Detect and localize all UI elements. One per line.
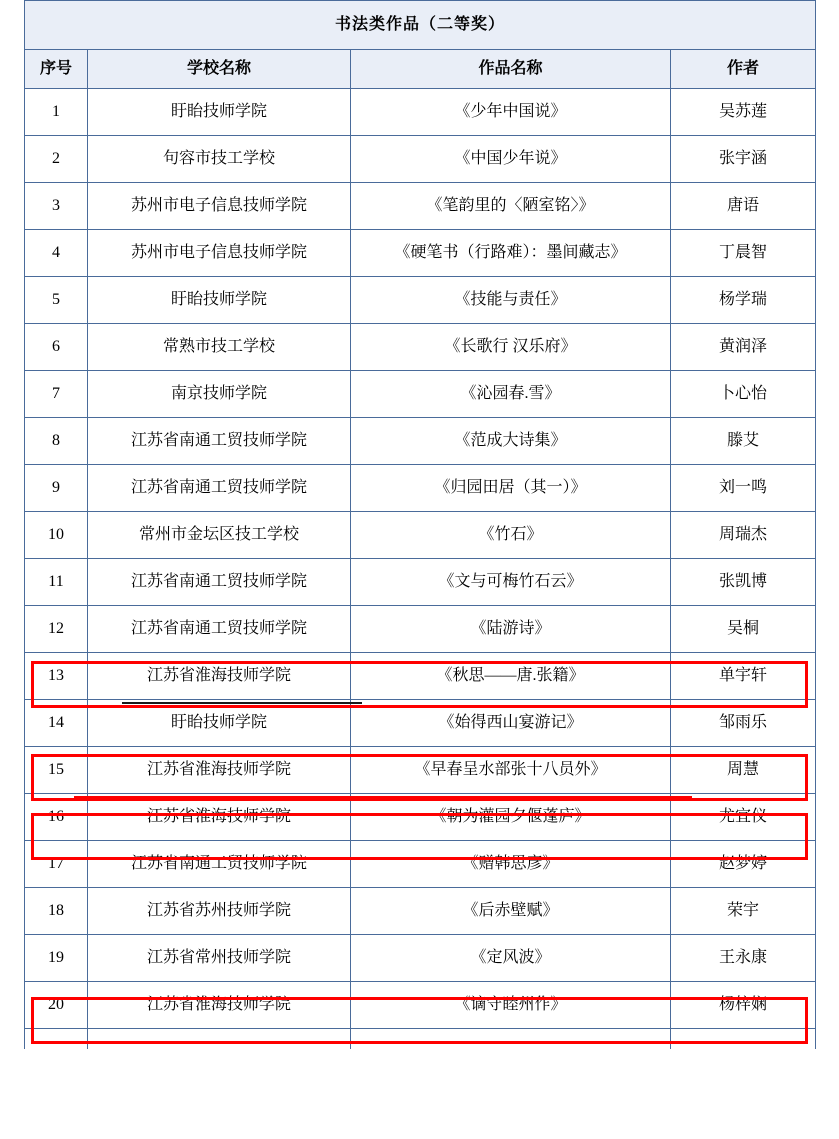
table-header-row [25, 50, 816, 89]
cell-school: 江苏省南通工贸技师学院 [88, 418, 351, 465]
cell-school: 苏州市电子信息技师学院 [88, 230, 351, 277]
cell-no: 6 [25, 324, 88, 371]
cell-work: 《竹石》 [351, 512, 671, 559]
cell-no: 10 [25, 512, 88, 559]
cell-author [671, 1029, 816, 1050]
table-row [25, 230, 816, 277]
table-row-highlighted [25, 794, 816, 841]
cell-work: 《中国少年说》 [351, 136, 671, 183]
cell-no [25, 1029, 88, 1050]
table-title-row [25, 1, 816, 50]
table-row [25, 136, 816, 183]
cell-work: 《归园田居（其一）》 [351, 465, 671, 512]
cell-work: 《秋思——唐.张籍》 [351, 653, 671, 700]
table-row [25, 512, 816, 559]
cell-work: 《沁园春.雪》 [351, 371, 671, 418]
cell-school: 江苏省淮海技师学院 [88, 794, 351, 841]
table-row [25, 559, 816, 606]
cell-author: 单宇轩 [671, 653, 816, 700]
cell-author: 杨梓娴 [671, 982, 816, 1029]
cell-no: 4 [25, 230, 88, 277]
cell-work: 《后赤壁赋》 [351, 888, 671, 935]
table-row-highlighted [25, 653, 816, 700]
table-row [25, 324, 816, 371]
cell-author: 吴苏莲 [671, 89, 816, 136]
award-table [24, 0, 816, 1049]
table-row [25, 277, 816, 324]
table-title: 书法类作品（二等奖） [25, 1, 816, 50]
table-row-partial [25, 1029, 816, 1050]
cell-work: 《赠韩思彦》 [351, 841, 671, 888]
cell-author: 荣宇 [671, 888, 816, 935]
cell-school: 南京技师学院 [88, 371, 351, 418]
cell-author: 滕艾 [671, 418, 816, 465]
cell-work: 《笔韵里的〈陋室铭〉》 [351, 183, 671, 230]
cell-author: 丁晨智 [671, 230, 816, 277]
cell-author: 赵梦婷 [671, 841, 816, 888]
cell-school: 常州市金坛区技工学校 [88, 512, 351, 559]
column-header-no: 序号 [25, 50, 88, 89]
cell-author: 刘一鸣 [671, 465, 816, 512]
cell-work: 《始得西山宴游记》 [351, 700, 671, 747]
cell-no: 15 [25, 747, 88, 794]
cell-school: 句容市技工学校 [88, 136, 351, 183]
annotation-underline-row-13 [122, 702, 362, 704]
cell-work [351, 1029, 671, 1050]
cell-school: 江苏省常州技师学院 [88, 935, 351, 982]
cell-school: 苏州市电子信息技师学院 [88, 183, 351, 230]
cell-author: 周慧 [671, 747, 816, 794]
cell-work: 《技能与责任》 [351, 277, 671, 324]
cell-work: 《谪守睦州作》 [351, 982, 671, 1029]
table-row [25, 183, 816, 230]
cell-author: 王永康 [671, 935, 816, 982]
table-row [25, 465, 816, 512]
cell-no: 17 [25, 841, 88, 888]
cell-no: 2 [25, 136, 88, 183]
cell-author: 杨学瑞 [671, 277, 816, 324]
cell-work: 《早春呈水部张十八员外》 [351, 747, 671, 794]
cell-school: 江苏省南通工贸技师学院 [88, 606, 351, 653]
cell-no: 5 [25, 277, 88, 324]
table-row [25, 89, 816, 136]
cell-school: 江苏省淮海技师学院 [88, 653, 351, 700]
cell-school: 江苏省南通工贸技师学院 [88, 841, 351, 888]
cell-author: 黄润泽 [671, 324, 816, 371]
table-row [25, 700, 816, 747]
cell-author: 周瑞杰 [671, 512, 816, 559]
column-header-author: 作者 [671, 50, 816, 89]
cell-author: 卜心怡 [671, 371, 816, 418]
column-header-school: 学校名称 [88, 50, 351, 89]
cell-author: 尤宜仪 [671, 794, 816, 841]
table-row [25, 935, 816, 982]
cell-school: 江苏省苏州技师学院 [88, 888, 351, 935]
cell-no: 18 [25, 888, 88, 935]
cell-work: 《朝为灌园夕偃蓬庐》 [351, 794, 671, 841]
cell-school: 常熟市技工学校 [88, 324, 351, 371]
column-header-work: 作品名称 [351, 50, 671, 89]
cell-school: 盱眙技师学院 [88, 700, 351, 747]
annotation-underline-row-15 [74, 796, 692, 798]
cell-no: 14 [25, 700, 88, 747]
cell-no: 12 [25, 606, 88, 653]
table-row [25, 841, 816, 888]
cell-work: 《少年中国说》 [351, 89, 671, 136]
cell-no: 9 [25, 465, 88, 512]
cell-work: 《陆游诗》 [351, 606, 671, 653]
cell-school: 盱眙技师学院 [88, 277, 351, 324]
cell-author: 唐语 [671, 183, 816, 230]
cell-author: 吴桐 [671, 606, 816, 653]
cell-work: 《定风波》 [351, 935, 671, 982]
cell-no: 16 [25, 794, 88, 841]
cell-school: 盱眙技师学院 [88, 89, 351, 136]
cell-no: 7 [25, 371, 88, 418]
cell-no: 19 [25, 935, 88, 982]
table-row [25, 606, 816, 653]
cell-school: 江苏省淮海技师学院 [88, 982, 351, 1029]
table-row [25, 888, 816, 935]
table-row-highlighted [25, 747, 816, 794]
table-row [25, 371, 816, 418]
cell-no: 1 [25, 89, 88, 136]
cell-school: 江苏省南通工贸技师学院 [88, 465, 351, 512]
cell-author: 张凯博 [671, 559, 816, 606]
cell-no: 13 [25, 653, 88, 700]
cell-no: 20 [25, 982, 88, 1029]
cell-school: 江苏省南通工贸技师学院 [88, 559, 351, 606]
cell-no: 11 [25, 559, 88, 606]
table-row-highlighted [25, 982, 816, 1029]
table-row [25, 418, 816, 465]
cell-work: 《长歌行 汉乐府》 [351, 324, 671, 371]
cell-work: 《文与可梅竹石云》 [351, 559, 671, 606]
cell-school: 江苏省淮海技师学院 [88, 747, 351, 794]
cell-school [88, 1029, 351, 1050]
cell-author: 张宇涵 [671, 136, 816, 183]
cell-work: 《硬笔书（行路难）：墨间藏志》 [351, 230, 671, 277]
cell-no: 8 [25, 418, 88, 465]
cell-no: 3 [25, 183, 88, 230]
cell-work: 《范成大诗集》 [351, 418, 671, 465]
cell-author: 邹雨乐 [671, 700, 816, 747]
